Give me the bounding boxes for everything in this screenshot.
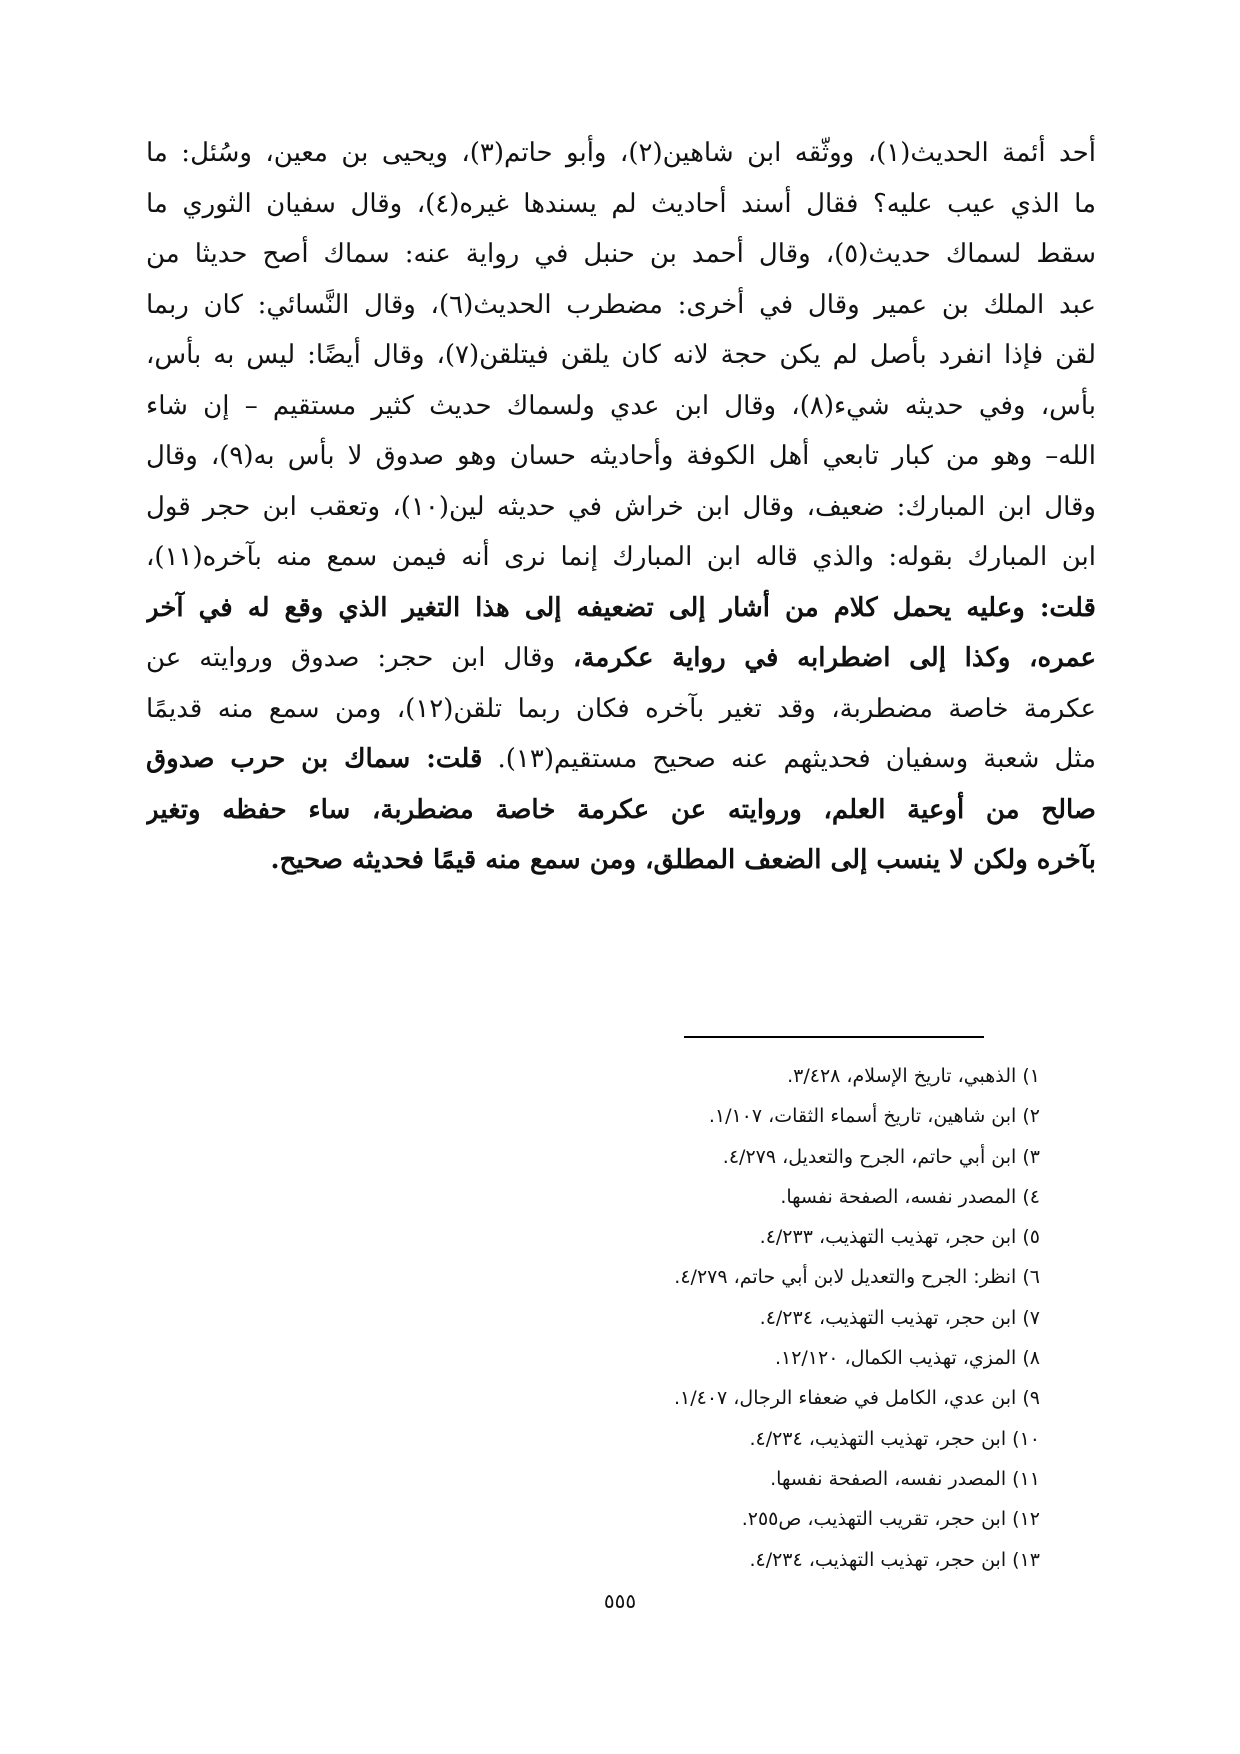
footnote-13: ١٣) ابن حجر، تهذيب التهذيب، ٤/٢٣٤. bbox=[749, 1548, 1040, 1571]
footnote-2: ٢) ابن شاهين، تاريخ أسماء الثقات، ١/١٠٧. bbox=[708, 1105, 1040, 1128]
body-line-7: الله– وهو من كبار تابعي أهل الكوفة وأحاديثه حسان وهو صدوق لا بأس به(٩)، وقال bbox=[146, 441, 1096, 471]
page-number: ٥٥٥ bbox=[603, 1589, 637, 1613]
body-line-8: وقال ابن المبارك: ضعيف، وقال ابن خراش في حديثه لين(١٠)، وتعقب ابن حجر قول bbox=[146, 491, 1096, 522]
footnote-5: ٥) ابن حجر، تهذيب التهذيب، ٤/٢٣٣. bbox=[759, 1226, 1040, 1249]
footnotes-list bbox=[450, 1056, 1040, 1580]
body-line-12: عكرمة خاصة مضطربة، وقد تغير بآخره فكان ربما تلقن(١٢)، ومن سمع منه قديمًا bbox=[146, 693, 1096, 724]
body-line-11-bold: عمره، وكذا إلى اضطرابه في رواية عكرمة، bbox=[572, 643, 1096, 673]
footnote-1: ١) الذهبي، تاريخ الإسلام، ٣/٤٢٨. bbox=[787, 1065, 1040, 1087]
footnote-12: ١٢) ابن حجر، تقريب التهذيب، ص٢٥٥. bbox=[741, 1508, 1040, 1531]
footnote-10: ١٠) ابن حجر، تهذيب التهذيب، ٤/٢٣٤. bbox=[749, 1427, 1040, 1450]
footnote-7: ٧) ابن حجر، تهذيب التهذيب، ٤/٢٣٤. bbox=[759, 1306, 1040, 1329]
body-line-1: أحد أئمة الحديث(١)، ووثّقه ابن شاهين(٢)، وأبو حاتم(٣)، ويحيى بن معين، وسُئل: ما bbox=[146, 138, 1096, 168]
body-line-14: صالح من أوعية العلم، وروايته عن عكرمة خاصة مضطربة، ساء حفظه وتغير bbox=[146, 794, 1096, 825]
footnote-9: ٩) ابن عدي، الكامل في ضعفاء الرجال، ١/٤٠٧. bbox=[673, 1387, 1040, 1410]
footnote-6: ٦) انظر: الجرح والتعديل لابن أبي حاتم، ٤/٢٧٩. bbox=[674, 1266, 1040, 1289]
footnote-4: ٤) المصدر نفسه، الصفحة نفسها. bbox=[780, 1185, 1040, 1208]
body-line-10: قلت: وعليه يحمل كلام من أشار إلى تضعيفه إلى هذا التغير الذي وقع له في آخر bbox=[146, 592, 1096, 623]
footnote-11: ١١) المصدر نفسه، الصفحة نفسها. bbox=[770, 1467, 1040, 1490]
body-line-13 bbox=[146, 734, 1096, 785]
body-line-15: بآخره ولكن لا ينسب إلى الضعف المطلق، ومن سمع منه قيمًا فحديثه صحيح. bbox=[270, 845, 1096, 875]
body-line-6: بأس، وفي حديثه شيء(٨)، وقال ابن عدي ولسماك حديث كثير مستقيم – إن شاء bbox=[146, 390, 1096, 421]
body-line-11 bbox=[146, 633, 1096, 684]
body-line-9: ابن المبارك بقوله: والذي قاله ابن المبارك إنما نرى أنه فيمن سمع منه بآخره(١١)، bbox=[146, 542, 1096, 572]
body-line-13-bold: قلت: سماك بن حرب صدوق bbox=[146, 744, 483, 774]
footnote-divider bbox=[684, 1036, 984, 1038]
body-line-5: لقن فإذا انفرد بأصل لم يكن حجة لانه كان يلقن فيتلقن(٧)، وقال أيضًا: ليس به بأس، bbox=[146, 340, 1096, 370]
footnote-8: ٨) المزي، تهذيب الكمال، ١٢/١٢٠. bbox=[774, 1347, 1040, 1370]
body-line-11-normal: وقال ابن حجر: صدوق وروايته عن bbox=[146, 643, 573, 673]
body-text bbox=[146, 128, 1096, 886]
body-line-4: عبد الملك بن عمير وقال في أخرى: مضطرب الحديث(٦)، وقال النَّسائي: كان ربما bbox=[146, 289, 1096, 320]
footnote-3: ٣) ابن أبي حاتم، الجرح والتعديل، ٤/٢٧٩. bbox=[722, 1145, 1040, 1168]
body-line-13-normal: مثل شعبة وسفيان فحديثهم عنه صحيح مستقيم(١٣). bbox=[482, 744, 1096, 774]
body-line-3: سقط لسماك حديث(٥)، وقال أحمد بن حنبل في رواية عنه: سماك أصح حديثا من bbox=[146, 239, 1096, 269]
body-line-2: ما الذي عيب عليه؟ فقال أسند أحاديث لم يسندها غيره(٤)، وقال سفيان الثوري ما bbox=[146, 188, 1096, 219]
